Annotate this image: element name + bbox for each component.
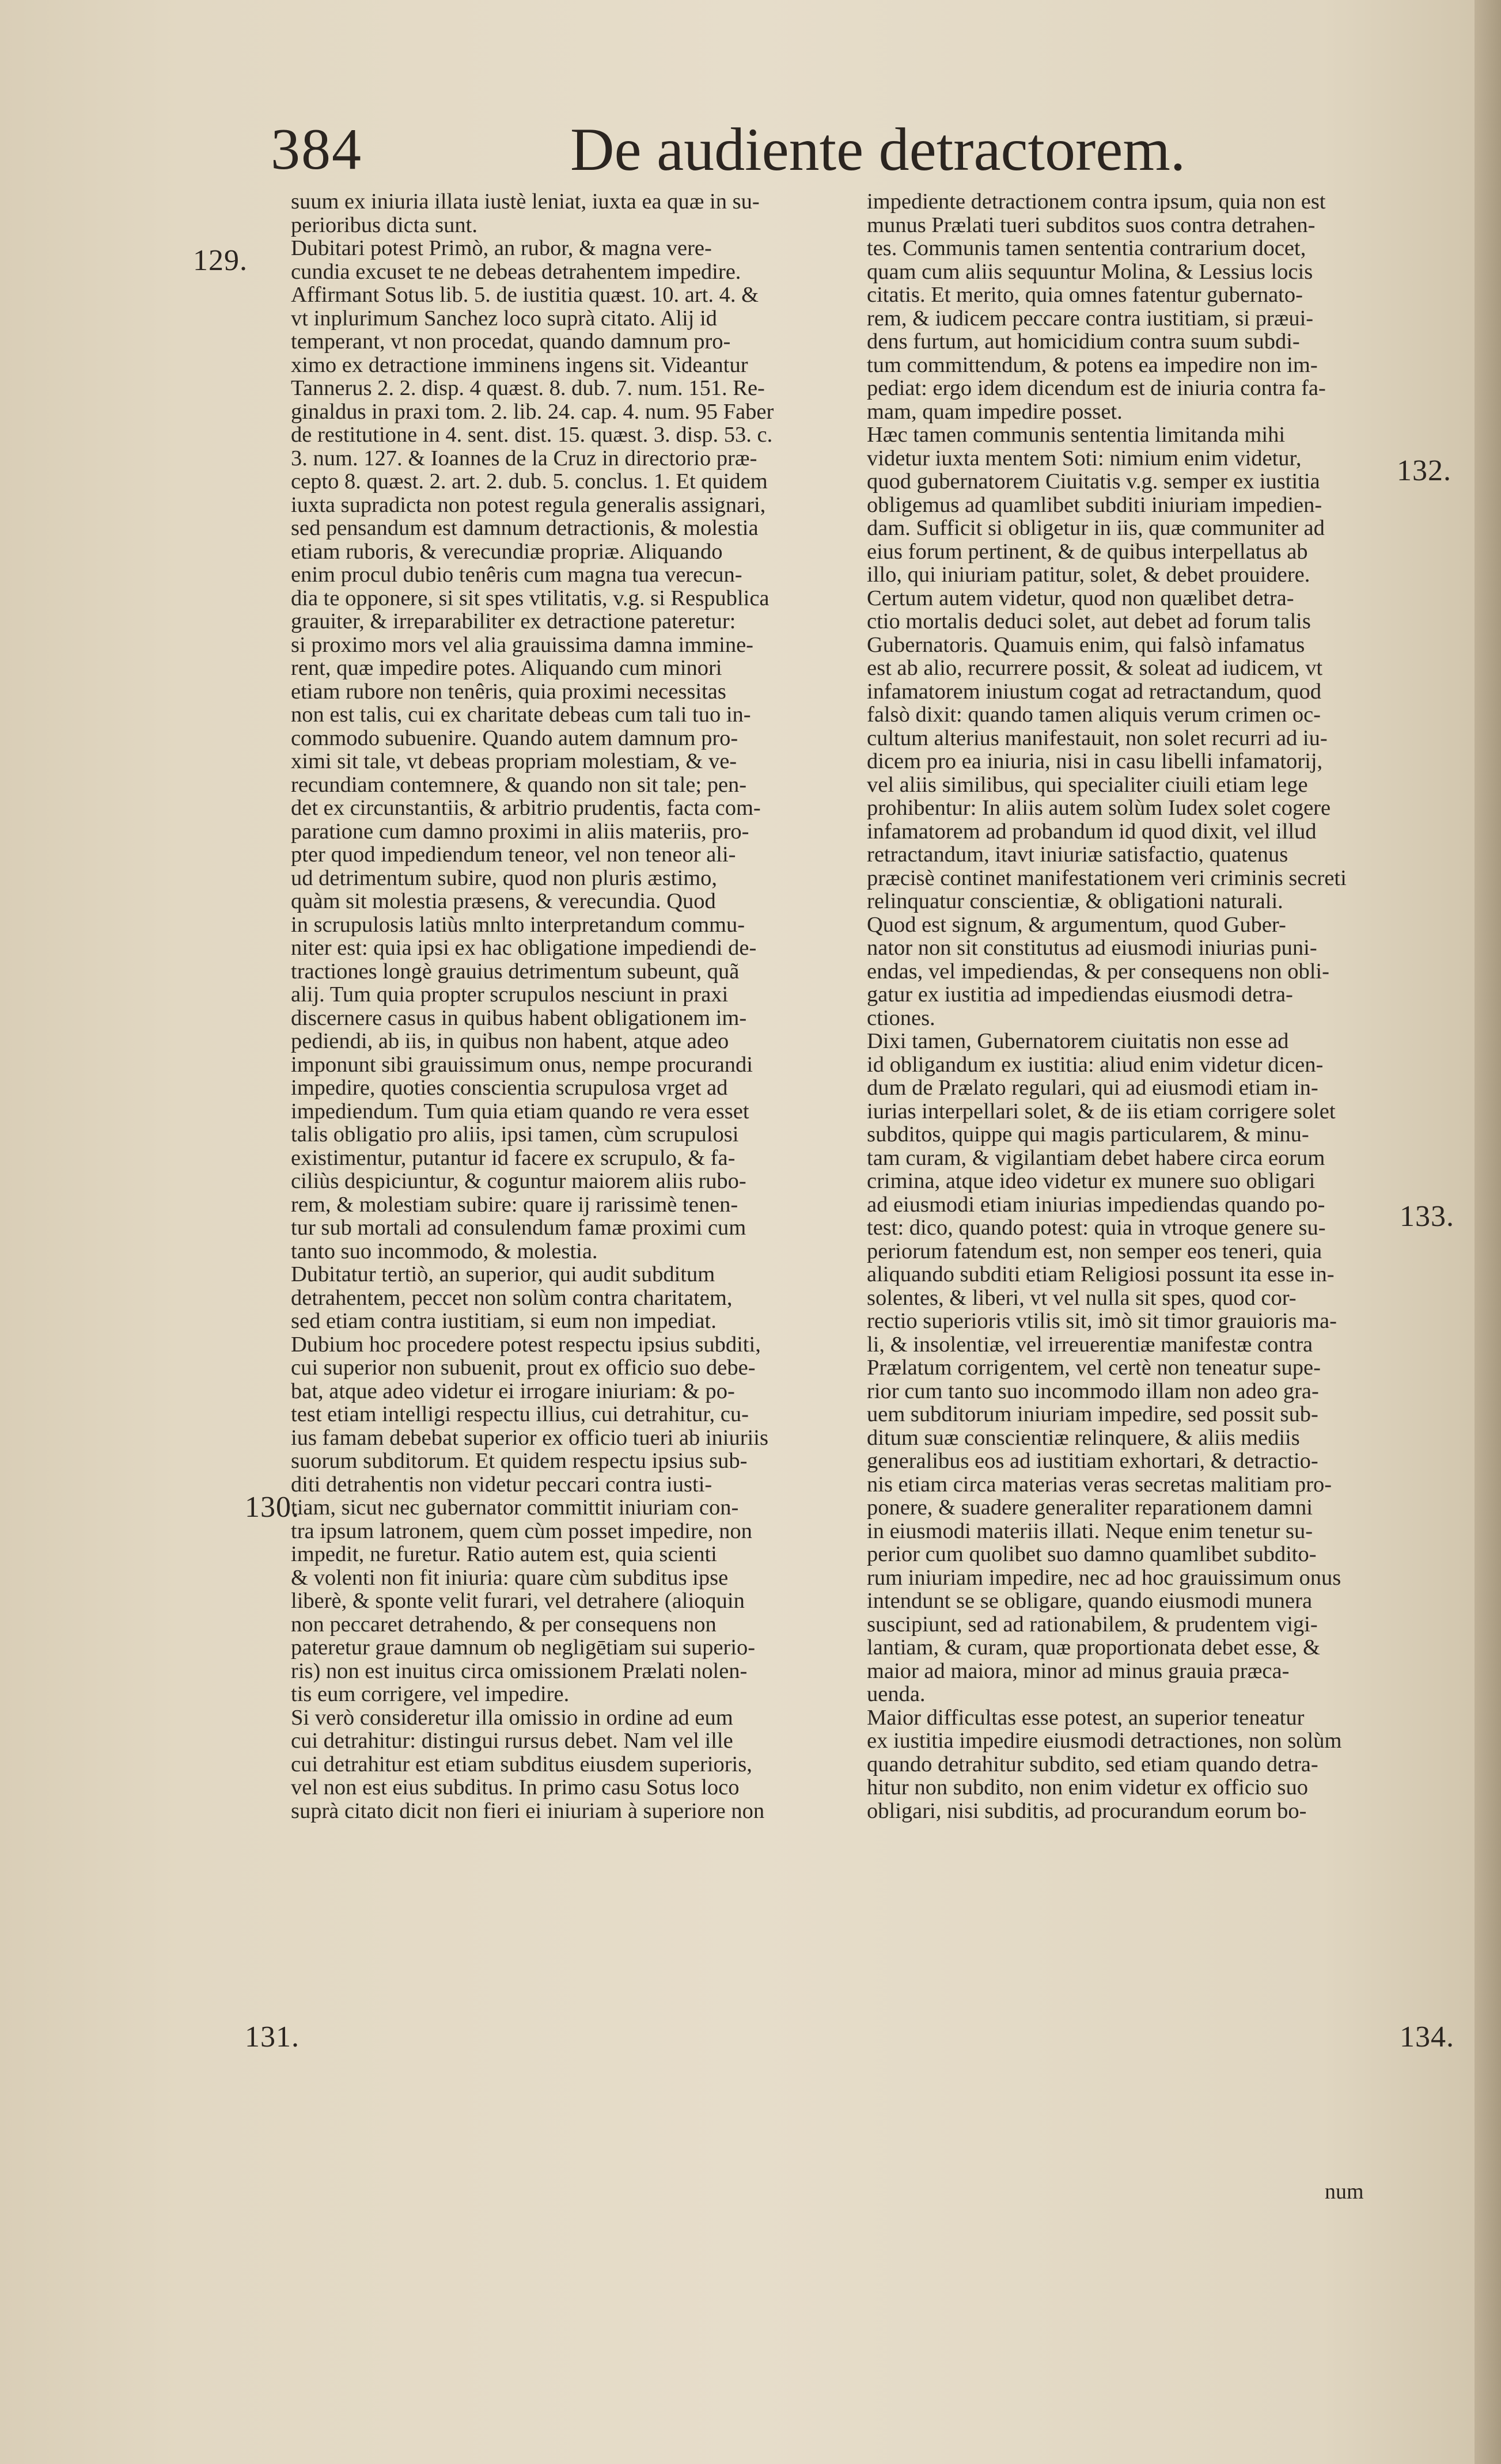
text-line: illo, qui iniuriam patitur, solet, & debet prouidere. bbox=[867, 563, 1310, 587]
text-line: perioribus dicta sunt. bbox=[291, 213, 477, 237]
text-line: pateretur graue damnum ob negligētiam sui superio- bbox=[291, 1636, 756, 1660]
text-line: vt inplurimum Sanchez loco suprà citato. Alij id bbox=[291, 306, 717, 330]
text-line: Dubitatur tertiò, an superior, qui audit subditum bbox=[291, 1263, 715, 1286]
margin-number-132: 132. bbox=[1397, 454, 1451, 487]
text-line: crimina, atque ideo videtur ex munere suo obligari bbox=[867, 1170, 1316, 1193]
text-line: dens furtum, aut homicidium contra suum subdi- bbox=[867, 330, 1300, 354]
text-line: tractiones longè grauius detrimentum subeunt, quã bbox=[291, 959, 740, 983]
text-line: rem, & iudicem peccare contra iustitiam, si præui- bbox=[867, 306, 1314, 330]
text-line: dum de Prælato regulari, qui ad eiusmodi etiam in- bbox=[867, 1076, 1318, 1100]
text-line: Certum autem videtur, quod non quælibet detra- bbox=[867, 586, 1294, 610]
text-line: impedire, quoties conscientia scrupulosa vrget ad bbox=[291, 1076, 728, 1100]
text-line: ex iustitia impedire eiusmodi detractiones, non solùm bbox=[867, 1729, 1342, 1753]
margin-number-131: 131. bbox=[245, 2021, 300, 2053]
text-line: ginaldus in praxi tom. 2. lib. 24. cap. 4. num. 95 Faber bbox=[291, 400, 774, 423]
text-line: nis etiam circa materias veras secretas malitiam pro- bbox=[867, 1472, 1332, 1496]
text-line: rior cum tanto suo incommodo illam non adeo gra- bbox=[867, 1379, 1319, 1403]
page-edge bbox=[1475, 0, 1501, 2464]
text-line: paratione cum damno proximi in aliis materiis, pro- bbox=[291, 819, 749, 843]
page-number: 384 bbox=[271, 117, 362, 182]
text-line: liberè, & sponte velit furari, vel detrahere (alioquin bbox=[291, 1589, 745, 1613]
text-line: cultum alterius manifestauit, non solet recurri ad iu- bbox=[867, 726, 1328, 750]
text-line: bat, atque adeo videtur ei irrogare iniuriam: & po- bbox=[291, 1379, 735, 1403]
text-line: id obligandum ex iustitia: aliud enim videtur dicen- bbox=[867, 1053, 1324, 1076]
text-line: Dubitari potest Primò, an rubor, & magna vere- bbox=[291, 237, 712, 260]
text-line: gatur ex iustitia ad impediendas eiusmodi detra- bbox=[867, 983, 1293, 1007]
text-line: ximo ex detractione imminens ingens sit. Videantur bbox=[291, 353, 748, 377]
text-line: impediendum. Tum quia etiam quando re vera esset bbox=[291, 1099, 749, 1123]
text-line: impediente detractionem contra ipsum, quia non est bbox=[867, 190, 1326, 214]
text-line: niter est: quia ipsi ex hac obligatione impediendi de- bbox=[291, 936, 757, 960]
text-line: & volenti non fit iniuria: quare cùm subditus ipse bbox=[291, 1566, 729, 1589]
text-line: ciliùs despiciuntur, & coguntur maiorem aliis rubo- bbox=[291, 1170, 746, 1193]
text-line: dia te opponere, si sit spes vtilitatis, v.g. si Respublica bbox=[291, 586, 770, 610]
text-line: Dubium hoc procedere potest respectu ipsius subditi, bbox=[291, 1332, 761, 1356]
text-line: sed pensandum est damnum detractionis, & molestia bbox=[291, 517, 759, 540]
text-line: imponunt sibi grauissimum onus, nempe procurandi bbox=[291, 1053, 753, 1076]
text-line: Dixi tamen, Gubernatorem ciuitatis non esse ad bbox=[867, 1030, 1289, 1053]
text-line: solentes, & liberi, vt vel nulla sit spes, quod cor- bbox=[867, 1286, 1297, 1309]
text-line: 3. num. 127. & Ioannes de la Cruz in directorio præ- bbox=[291, 446, 757, 470]
text-line: ud detrimentum subire, quod non pluris æstimo, bbox=[291, 866, 718, 890]
text-line: commodo subuenire. Quando autem damnum pro- bbox=[291, 726, 738, 750]
text-line: uenda. bbox=[867, 1683, 926, 1706]
text-line: si proximo mors vel alia grauissima damna immine- bbox=[291, 633, 753, 656]
text-line: tiam, sicut nec gubernator committit iniuriam con- bbox=[291, 1496, 739, 1520]
text-line: rum iniuriam impedire, nec ad hoc grauissimum onus bbox=[867, 1566, 1341, 1589]
text-line: discernere casus in quibus habent obligationem im- bbox=[291, 1006, 747, 1030]
text-line: tra ipsum latronem, quem cùm posset impedire, non bbox=[291, 1519, 752, 1543]
text-line: ad eiusmodi etiam iniurias impediendas quando po- bbox=[867, 1193, 1325, 1216]
text-line: cundia excuset te ne debeas detrahentem impedire. bbox=[291, 260, 741, 283]
text-line: test etiam intelligi respectu illius, cui detrahitur, cu- bbox=[291, 1403, 749, 1426]
text-line: suum ex iniuria illata iustè leniat, iuxta ea quæ in su- bbox=[291, 190, 760, 214]
text-line: Prælatum corrigentem, vel certè non teneatur supe- bbox=[867, 1356, 1321, 1380]
text-line: videtur iuxta mentem Soti: nimium enim videtur, bbox=[867, 446, 1302, 470]
text-line: quando detrahitur subdito, sed etiam quando detra- bbox=[867, 1752, 1318, 1776]
text-line: endas, vel impediendas, & per consequens non obli- bbox=[867, 959, 1329, 983]
text-line: tur sub mortali ad consulendum famæ proximi cum bbox=[291, 1216, 746, 1240]
text-line: intendunt se se obligare, quando eiusmodi munera bbox=[867, 1589, 1313, 1613]
text-line: Gubernatoris. Quamuis enim, qui falsò infamatus bbox=[867, 633, 1305, 656]
text-line: temperant, vt non procedat, quando damnum pro- bbox=[291, 330, 731, 354]
text-line: citatis. Et merito, quia omnes fatentur gubernato- bbox=[867, 283, 1303, 307]
text-line: Quod est signum, & argumentum, quod Guber- bbox=[867, 913, 1286, 936]
text-line: Tannerus 2. 2. disp. 4 quæst. 8. dub. 7. num. 151. Re- bbox=[291, 377, 765, 400]
right-text-column bbox=[867, 190, 1405, 1823]
text-line: Si verò consideretur illa omissio in ordine ad eum bbox=[291, 1706, 733, 1729]
text-line: subditos, quippe qui magis particularem, & minu- bbox=[867, 1123, 1309, 1146]
margin-number-133: 133. bbox=[1400, 1200, 1454, 1233]
text-line: cui superior non subuenit, prout ex officio suo debe- bbox=[291, 1356, 756, 1380]
text-line: etiam ruboris, & verecundiæ propriæ. Aliquando bbox=[291, 540, 723, 563]
text-line: recundiam contemnere, & quando non sit tale; pen- bbox=[291, 773, 747, 796]
text-line: falsò dixit: quando tamen aliquis verum crimen oc- bbox=[867, 703, 1321, 727]
text-line: pter quod impediendum teneor, vel non teneor ali- bbox=[291, 843, 736, 867]
text-line: tanto suo incommodo, & molestia. bbox=[291, 1239, 598, 1263]
text-line: præcisè continet manifestationem veri criminis secreti bbox=[867, 866, 1347, 890]
text-line: tum committendum, & potens ea impedire non im- bbox=[867, 353, 1318, 377]
margin-number-129: 129. bbox=[193, 244, 248, 277]
text-line: non peccaret detrahendo, & per consequens non bbox=[291, 1612, 717, 1636]
text-line: talis obligatio pro aliis, ipsi tamen, cùm scrupulosi bbox=[291, 1123, 739, 1146]
text-line: cui detrahitur: distingui rursus debet. Nam vel ille bbox=[291, 1729, 733, 1753]
text-line: existimentur, putantur id facere ex scrupulo, & fa- bbox=[291, 1146, 736, 1170]
text-line: test: dico, quando potest: quia in vtroque genere su- bbox=[867, 1216, 1326, 1240]
text-line: maior ad maiora, minor ad minus grauia præca- bbox=[867, 1659, 1290, 1683]
text-line: nator non sit constitutus ad eiusmodi iniurias puni- bbox=[867, 936, 1317, 960]
text-line: eius forum pertinent, & de quibus interpellatus ab bbox=[867, 540, 1308, 563]
text-line: suprà citato dicit non fieri ei iniuriam à superiore non bbox=[291, 1799, 765, 1823]
text-line: non est talis, cui ex charitate debeas cum tali tuo in- bbox=[291, 703, 751, 727]
text-line: rectio superioris vtilis sit, imò sit timor grauioris ma- bbox=[867, 1309, 1337, 1333]
text-line: ius famam debebat superior ex officio tueri ab iniuriis bbox=[291, 1426, 768, 1449]
text-line: ditum suæ conscientiæ relinquere, & aliis mediis bbox=[867, 1426, 1300, 1449]
text-line: in scrupulosis latiùs mnlto interpretandum commu- bbox=[291, 913, 745, 936]
text-line: de restitutione in 4. sent. dist. 15. quæst. 3. disp. 53. c. bbox=[291, 423, 773, 447]
text-line: alij. Tum quia propter scrupulos nesciunt in praxi bbox=[291, 983, 729, 1007]
running-title: De audiente detractorem. bbox=[570, 116, 1186, 183]
text-line: vel non est eius subditus. In primo casu Sotus loco bbox=[291, 1776, 740, 1799]
text-line: prohibentur: In aliis autem solùm Iudex solet cogere bbox=[867, 796, 1331, 820]
text-line: relinquatur conscientiæ, & obligationi naturali. bbox=[867, 890, 1283, 913]
margin-number-130: 130. bbox=[245, 1491, 300, 1524]
text-line: dicem pro ea iniuria, nisi in casu libelli infamatorij, bbox=[867, 750, 1323, 773]
text-line: quàm sit molestia præsens, & verecundia. Quod bbox=[291, 890, 716, 913]
text-line: li, & insolentiæ, vel irreuerentiæ manifestæ contra bbox=[867, 1332, 1313, 1356]
text-line: pediat: ergo idem dicendum est de iniuria contra fa- bbox=[867, 377, 1326, 400]
text-line: tam curam, & vigilantiam debet habere circa eorum bbox=[867, 1146, 1325, 1170]
text-line: obligemus ad quamlibet subditi iniuriam impedien- bbox=[867, 493, 1322, 517]
text-line: hitur non subdito, non enim videtur ex officio suo bbox=[867, 1776, 1308, 1799]
text-line: rent, quæ impedire potes. Aliquando cum minori bbox=[291, 656, 722, 680]
text-line: rem, & molestiam subire: quare ij rarissimè tenen- bbox=[291, 1193, 738, 1216]
text-line: ponere, & suadere generaliter reparationem damni bbox=[867, 1496, 1313, 1520]
text-line: mam, quam impedire posset. bbox=[867, 400, 1123, 423]
text-line: ximi sit tale, vt debeas propriam molestiam, & ve- bbox=[291, 750, 737, 773]
text-line: diti detrahentis non videtur peccari contra iusti- bbox=[291, 1472, 712, 1496]
text-line: iuxta supradicta non potest regula generalis assignari, bbox=[291, 493, 766, 517]
text-line: perior cum quolibet suo damno quamlibet subdito- bbox=[867, 1543, 1317, 1566]
text-line: generalibus eos ad iustitiam exhortari, & detractio- bbox=[867, 1449, 1318, 1473]
margin-number-134: 134. bbox=[1400, 2021, 1454, 2053]
text-line: quod gubernatorem Ciuitatis v.g. semper ex iustitia bbox=[867, 470, 1320, 493]
left-text-column bbox=[291, 190, 829, 1823]
text-line: ris) non est inuitus circa omissionem Prælati nolen- bbox=[291, 1659, 748, 1683]
text-line: vel aliis similibus, qui specialiter ciuili etiam lege bbox=[867, 773, 1308, 796]
text-line: tes. Communis tamen sententia contrarium docet, bbox=[867, 237, 1306, 260]
text-line: Affirmant Sotus lib. 5. de iustitia quæst. 10. art. 4. & bbox=[291, 283, 759, 307]
text-line: periorum fatendum est, non semper eos teneri, quia bbox=[867, 1239, 1322, 1263]
text-line: suscipiunt, sed ad rationabilem, & prudentem vigi- bbox=[867, 1612, 1318, 1636]
text-line: tis eum corrigere, vel impedire. bbox=[291, 1683, 570, 1706]
text-line: suorum subditorum. Et quidem respectu ipsius sub- bbox=[291, 1449, 748, 1473]
text-line: dam. Sufficit si obligetur in iis, quæ communiter ad bbox=[867, 517, 1325, 540]
text-line: det ex circunstantiis, & arbitrio prudentis, facta com- bbox=[291, 796, 761, 820]
text-line: iurias interpellari solet, & de iis etiam corrigere solet bbox=[867, 1099, 1336, 1123]
text-line: lantiam, & curam, quæ proportionata debet esse, & bbox=[867, 1636, 1320, 1660]
text-line: sed etiam contra iustitiam, si eum non impediat. bbox=[291, 1309, 717, 1333]
text-line: in eiusmodi materiis illati. Neque enim tenetur su- bbox=[867, 1519, 1313, 1543]
page-header bbox=[271, 115, 1227, 196]
text-line: quam cum aliis sequuntur Molina, & Lessius locis bbox=[867, 260, 1313, 283]
text-line: etiam rubore non tenêris, quia proximi necessitas bbox=[291, 679, 726, 703]
text-line: infamatorem ad probandum id quod dixit, vel illud bbox=[867, 819, 1317, 843]
text-line: detrahentem, peccet non solùm contra charitatem, bbox=[291, 1286, 733, 1309]
text-line: grauiter, & irreparabiliter ex detractione pateretur: bbox=[291, 610, 736, 633]
catchword: num bbox=[1325, 2180, 1364, 2204]
text-line: ctiones. bbox=[867, 1006, 935, 1030]
text-line: retractandum, itavt iniuriæ satisfactio, quatenus bbox=[867, 843, 1288, 867]
text-line: infamatorem iniustum cogat ad retractandum, quod bbox=[867, 679, 1322, 703]
text-line: enim procul dubio tenêris cum magna tua verecun- bbox=[291, 563, 742, 587]
text-line: Hæc tamen communis sententia limitanda mihi bbox=[867, 423, 1286, 447]
text-line: pediendi, ab iis, in quibus non habent, atque adeo bbox=[291, 1030, 729, 1053]
text-line: cepto 8. quæst. 2. art. 2. dub. 5. conclus. 1. Et quidem bbox=[291, 470, 768, 493]
text-line: cui detrahitur est etiam subditus eiusdem superioris, bbox=[291, 1752, 752, 1776]
text-line: est ab alio, recurrere possit, & soleat ad iudicem, vt bbox=[867, 656, 1323, 680]
text-line: uem subditorum iniuriam impedire, sed possit sub- bbox=[867, 1403, 1318, 1426]
text-line: ctio mortalis deduci solet, aut debet ad forum talis bbox=[867, 610, 1311, 633]
text-line: impedit, ne furetur. Ratio autem est, quia scienti bbox=[291, 1543, 717, 1566]
text-line: aliquando subditi etiam Religiosi possunt ita esse in- bbox=[867, 1263, 1335, 1286]
text-line: munus Prælati tueri subditos suos contra detrahen- bbox=[867, 213, 1316, 237]
text-line: Maior difficultas esse potest, an superior teneatur bbox=[867, 1706, 1305, 1729]
text-line: obligari, nisi subditis, ad procurandum eorum bo- bbox=[867, 1799, 1307, 1823]
